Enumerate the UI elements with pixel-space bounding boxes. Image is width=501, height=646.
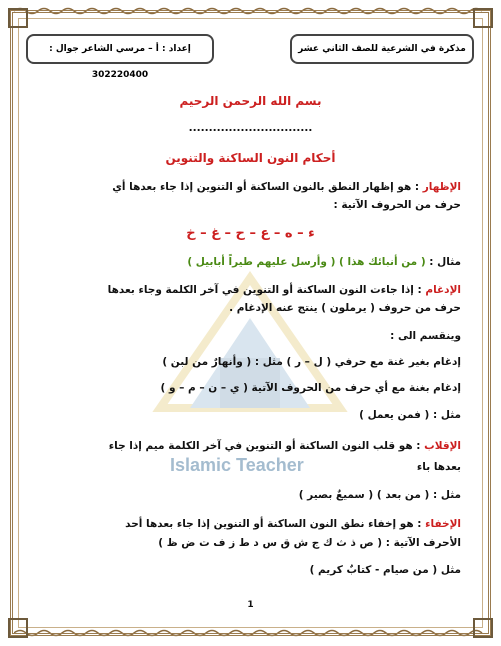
corner-ornament bbox=[8, 618, 28, 638]
izhar-text: : هو إظهار النطق بالنون الساكنة أو التنوين إذا جاء بعدها أي bbox=[112, 181, 420, 193]
corner-ornament bbox=[473, 8, 493, 28]
idgham-line-6: مثل : ( فمن يعمل ) bbox=[359, 409, 461, 421]
idgham-line-5: إدغام بغنة مع أي حرف من الحروف الآتية ( ي – ن – م – و ) bbox=[160, 382, 461, 394]
idgham-line-2: حرف من حروف ( يرملون ) ينتج عنه الإدغام . bbox=[229, 302, 461, 314]
idgham-definition-line bbox=[108, 284, 461, 296]
corner-ornament bbox=[473, 618, 493, 638]
page-title: أحكام النون الساكنة والتنوين bbox=[165, 151, 336, 165]
iqlab-term: الإقلاب bbox=[424, 440, 461, 452]
example-label: مثال : bbox=[429, 256, 461, 268]
separator-dots: ............................... bbox=[188, 122, 313, 134]
subject-info-box: مذكرة في الشرعية للصف الثاني عشر bbox=[290, 34, 474, 64]
izhar-letters: ء – ه – ع – ح – غ – خ bbox=[186, 226, 315, 241]
izhar-term: الإظهار bbox=[422, 181, 461, 193]
corner-ornament bbox=[8, 8, 28, 28]
ikhfa-line-3: مثل ( من صيام - كتابٌ كريم ) bbox=[309, 564, 461, 576]
idgham-line-4: إدغام بغير غنة مع حرفي ( ل – ر ) مثل : ( وأنهارٌ من لبن ) bbox=[162, 356, 461, 368]
iqlab-text: : هو قلب النون الساكنة أو التنوين في آخر الكلمة ميم إذا جاء bbox=[108, 440, 421, 452]
iqlab-definition-line bbox=[109, 440, 461, 452]
iqlab-line-3: مثل : ( من بعد ) ( سميعٌ بصير ) bbox=[298, 489, 461, 501]
idgham-line-3: وينقسم الى : bbox=[390, 330, 461, 342]
ikhfa-term: الإخفاء bbox=[425, 518, 461, 530]
izhar-example-line bbox=[187, 256, 461, 268]
ikhfa-line-2: الأحرف الآتية : ( ص ذ ث ك ج ش ق س د ط ز ف ت ض ظ ) bbox=[158, 537, 461, 549]
basmala: بسم الله الرحمن الرحيم bbox=[179, 94, 322, 108]
izhar-definition-line bbox=[112, 181, 461, 193]
watermark-text: Islamic Teacher bbox=[170, 455, 304, 475]
author-info-box: إعداد : أ – مرسي الشاعر جوال : 302220400 bbox=[26, 34, 214, 64]
izhar-example: ( من أنبائك هذا ) ( وأرسل عليهم طيراً أبابيل ) bbox=[187, 256, 426, 268]
ikhfa-definition-line bbox=[125, 518, 461, 530]
idgham-term: الإدغام bbox=[425, 284, 461, 296]
ikhfa-text: : هو إخفاء نطق النون الساكنة أو التنوين إذا جاء بعدها أحد bbox=[125, 518, 422, 530]
iqlab-line-2: بعدها باء bbox=[416, 461, 461, 473]
idgham-text: : إذا جاءت النون الساكنة أو التنوين في آخر الكلمة وجاء بعدها bbox=[107, 284, 422, 296]
page-number: 1 bbox=[247, 600, 254, 610]
izhar-line-2: حرف من الحروف الآتية : bbox=[333, 199, 461, 211]
